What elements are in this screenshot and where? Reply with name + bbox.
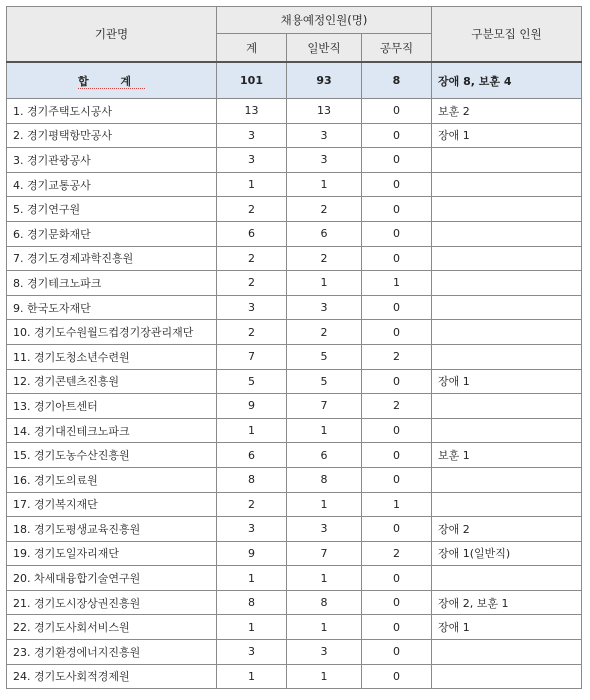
table-row xyxy=(7,148,582,173)
general-cell: 1 xyxy=(287,566,362,591)
org-name-cell: 17. 경기복지재단 xyxy=(7,492,217,517)
org-name-cell: 15. 경기도농수산진흥원 xyxy=(7,443,217,468)
total-cell: 9 xyxy=(217,541,287,566)
table-row xyxy=(7,517,582,542)
org-name-cell: 7. 경기도경제과학진흥원 xyxy=(7,246,217,271)
org-name-cell: 2. 경기평택항만공사 xyxy=(7,123,217,148)
note-cell: 장애 1(일반직) xyxy=(432,541,582,566)
civil-cell: 0 xyxy=(362,418,432,443)
total-cell: 3 xyxy=(217,295,287,320)
civil-cell: 0 xyxy=(362,590,432,615)
total-cell: 2 xyxy=(217,492,287,517)
table-row xyxy=(7,221,582,246)
civil-cell: 0 xyxy=(362,123,432,148)
table-row xyxy=(7,123,582,148)
civil-cell: 0 xyxy=(362,221,432,246)
civil-cell: 0 xyxy=(362,99,432,124)
table-row xyxy=(7,615,582,640)
header-civil: 공무직 xyxy=(362,34,432,63)
civil-cell: 0 xyxy=(362,369,432,394)
note-cell: 장애 2, 보훈 1 xyxy=(432,590,582,615)
total-cell: 2 xyxy=(217,271,287,296)
table-row xyxy=(7,197,582,222)
header-general: 일반직 xyxy=(287,34,362,63)
civil-cell: 0 xyxy=(362,320,432,345)
total-civil: 8 xyxy=(362,62,432,99)
general-cell: 3 xyxy=(287,640,362,665)
civil-cell: 0 xyxy=(362,517,432,542)
general-cell: 1 xyxy=(287,172,362,197)
note-cell xyxy=(432,271,582,296)
note-cell: 장애 1 xyxy=(432,615,582,640)
note-cell xyxy=(432,344,582,369)
total-sum: 101 xyxy=(217,62,287,99)
note-cell xyxy=(432,566,582,591)
org-name-cell: 23. 경기환경에너지진흥원 xyxy=(7,640,217,665)
table-header xyxy=(7,7,582,63)
general-cell: 6 xyxy=(287,443,362,468)
civil-cell: 0 xyxy=(362,197,432,222)
general-cell: 6 xyxy=(287,221,362,246)
org-name-cell: 21. 경기도시장상권진흥원 xyxy=(7,590,217,615)
general-cell: 7 xyxy=(287,394,362,419)
table-row xyxy=(7,664,582,689)
note-cell: 보훈 1 xyxy=(432,443,582,468)
total-cell: 5 xyxy=(217,369,287,394)
general-cell: 3 xyxy=(287,123,362,148)
civil-cell: 0 xyxy=(362,295,432,320)
org-name-cell: 12. 경기콘텐츠진흥원 xyxy=(7,369,217,394)
note-cell xyxy=(432,295,582,320)
civil-cell: 0 xyxy=(362,566,432,591)
note-cell xyxy=(432,418,582,443)
total-cell: 6 xyxy=(217,221,287,246)
note-cell xyxy=(432,197,582,222)
civil-cell: 2 xyxy=(362,394,432,419)
table-row xyxy=(7,172,582,197)
org-name-cell: 20. 차세대융합기술연구원 xyxy=(7,566,217,591)
civil-cell: 0 xyxy=(362,467,432,492)
civil-cell: 0 xyxy=(362,172,432,197)
org-name-cell: 11. 경기도청소년수련원 xyxy=(7,344,217,369)
table-row xyxy=(7,344,582,369)
note-cell xyxy=(432,172,582,197)
table-row xyxy=(7,566,582,591)
civil-cell: 0 xyxy=(362,664,432,689)
civil-cell: 0 xyxy=(362,148,432,173)
civil-cell: 1 xyxy=(362,271,432,296)
table-row xyxy=(7,369,582,394)
general-cell: 8 xyxy=(287,590,362,615)
total-cell: 3 xyxy=(217,517,287,542)
total-cell: 7 xyxy=(217,344,287,369)
civil-cell: 1 xyxy=(362,492,432,517)
org-name-cell: 5. 경기연구원 xyxy=(7,197,217,222)
civil-cell: 0 xyxy=(362,640,432,665)
table-row xyxy=(7,271,582,296)
civil-cell: 0 xyxy=(362,246,432,271)
total-label: 합 계 xyxy=(77,74,146,88)
general-cell: 5 xyxy=(287,369,362,394)
note-cell xyxy=(432,320,582,345)
header-org: 기관명 xyxy=(7,7,217,63)
general-cell: 2 xyxy=(287,320,362,345)
total-cell: 8 xyxy=(217,590,287,615)
table-row xyxy=(7,394,582,419)
general-cell: 1 xyxy=(287,492,362,517)
note-cell xyxy=(432,148,582,173)
header-category: 구분모집 인원 xyxy=(432,7,582,63)
table-row xyxy=(7,295,582,320)
civil-cell: 0 xyxy=(362,615,432,640)
general-cell: 3 xyxy=(287,148,362,173)
total-cell: 2 xyxy=(217,246,287,271)
general-cell: 3 xyxy=(287,517,362,542)
total-label-cell xyxy=(7,62,217,99)
civil-cell: 0 xyxy=(362,443,432,468)
note-cell: 장애 1 xyxy=(432,123,582,148)
civil-cell: 2 xyxy=(362,344,432,369)
total-cell: 3 xyxy=(217,640,287,665)
header-planned: 채용예정인원(명) xyxy=(217,7,432,34)
general-cell: 2 xyxy=(287,246,362,271)
org-name-cell: 9. 한국도자재단 xyxy=(7,295,217,320)
org-name-cell: 16. 경기도의료원 xyxy=(7,467,217,492)
total-cell: 1 xyxy=(217,172,287,197)
total-cell: 8 xyxy=(217,467,287,492)
general-cell: 2 xyxy=(287,197,362,222)
total-row xyxy=(7,62,582,99)
total-cell: 1 xyxy=(217,615,287,640)
table-row xyxy=(7,467,582,492)
total-cell: 13 xyxy=(217,99,287,124)
org-name-cell: 10. 경기도수원월드컵경기장관리재단 xyxy=(7,320,217,345)
general-cell: 1 xyxy=(287,271,362,296)
org-name-cell: 8. 경기테크노파크 xyxy=(7,271,217,296)
note-cell xyxy=(432,246,582,271)
total-cell: 3 xyxy=(217,123,287,148)
table-row xyxy=(7,99,582,124)
total-cell: 1 xyxy=(217,664,287,689)
total-general: 93 xyxy=(287,62,362,99)
table-row xyxy=(7,640,582,665)
table-body xyxy=(7,62,582,689)
total-note: 장애 8, 보훈 4 xyxy=(432,62,582,99)
total-cell: 9 xyxy=(217,394,287,419)
note-cell: 보훈 2 xyxy=(432,99,582,124)
org-name-cell: 1. 경기주택도시공사 xyxy=(7,99,217,124)
table-row xyxy=(7,443,582,468)
general-cell: 13 xyxy=(287,99,362,124)
note-cell: 장애 2 xyxy=(432,517,582,542)
note-cell xyxy=(432,221,582,246)
total-cell: 3 xyxy=(217,148,287,173)
table-row xyxy=(7,418,582,443)
general-cell: 1 xyxy=(287,418,362,443)
general-cell: 8 xyxy=(287,467,362,492)
recruitment-table-container xyxy=(6,6,581,689)
org-name-cell: 14. 경기대진테크노파크 xyxy=(7,418,217,443)
table-row xyxy=(7,246,582,271)
general-cell: 5 xyxy=(287,344,362,369)
org-name-cell: 6. 경기문화재단 xyxy=(7,221,217,246)
recruitment-table xyxy=(6,6,582,689)
total-cell: 1 xyxy=(217,418,287,443)
table-row xyxy=(7,492,582,517)
org-name-cell: 19. 경기도일자리재단 xyxy=(7,541,217,566)
org-name-cell: 13. 경기아트센터 xyxy=(7,394,217,419)
civil-cell: 2 xyxy=(362,541,432,566)
total-cell: 6 xyxy=(217,443,287,468)
note-cell xyxy=(432,467,582,492)
org-name-cell: 22. 경기도사회서비스원 xyxy=(7,615,217,640)
table-row xyxy=(7,590,582,615)
note-cell xyxy=(432,664,582,689)
org-name-cell: 24. 경기도사회적경제원 xyxy=(7,664,217,689)
org-name-cell: 18. 경기도평생교육진흥원 xyxy=(7,517,217,542)
note-cell xyxy=(432,492,582,517)
note-cell: 장애 1 xyxy=(432,369,582,394)
total-cell: 2 xyxy=(217,197,287,222)
general-cell: 1 xyxy=(287,664,362,689)
note-cell xyxy=(432,394,582,419)
general-cell: 7 xyxy=(287,541,362,566)
table-row xyxy=(7,320,582,345)
general-cell: 1 xyxy=(287,615,362,640)
table-row xyxy=(7,541,582,566)
header-total: 계 xyxy=(217,34,287,63)
total-cell: 2 xyxy=(217,320,287,345)
general-cell: 3 xyxy=(287,295,362,320)
org-name-cell: 4. 경기교통공사 xyxy=(7,172,217,197)
total-cell: 1 xyxy=(217,566,287,591)
note-cell xyxy=(432,640,582,665)
org-name-cell: 3. 경기관광공사 xyxy=(7,148,217,173)
